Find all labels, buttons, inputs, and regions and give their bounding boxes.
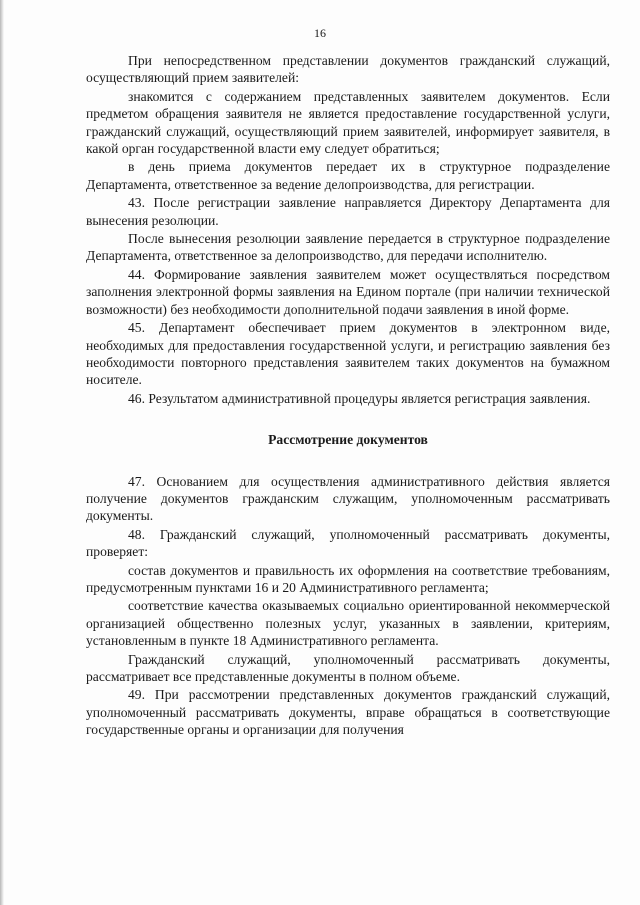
paragraph: знакомится с содержанием представленных заявителем документов. Если предметом обращения заявителя не является предоставление государственной услуги, гражданский служащий, осуществляющий прием заявителей, информирует заявителя, в какой орган государственной власти ему следует обратиться;	[86, 88, 610, 157]
paragraph-47: 47. Основанием для осуществления административного действия является получение документов гражданским служащим, уполномоченным рассматривать документы.	[86, 473, 610, 524]
paragraph-46: 46. Результатом административной процедуры является регистрация заявления.	[128, 390, 591, 406]
paragraph: соответствие качества оказываемых социально ориентированной некоммерческой организацией общественно полезных услуг, указанных в заявлении, критериям, установленным в пункте 18 Административного регламента.	[86, 598, 610, 649]
body-text	[86, 52, 610, 739]
paragraph-48: 48. Гражданский служащий, уполномоченный рассматривать документы, проверяет:	[86, 526, 610, 560]
paragraph-43: 43. После регистрации заявление направляется Директору Департамента для вынесения резолюции.	[86, 195, 610, 228]
scan-edge-shadow	[0, 0, 4, 905]
paragraph: После вынесения резолюции заявление передается в структурное подразделение Департамента, ответственное за делопроизводство, для передачи исполнителю.	[86, 231, 610, 264]
paragraph-45: 45. Департамент обеспечивает прием документов в электронном виде, необходимых для предоставления государственной услуги, и регистрацию заявления без необходимости повторного представления заявителем таких документов на бумажном носителе.	[86, 320, 610, 388]
paragraph-44: 44. Формирование заявления заявителем может осуществляться посредством заполнения электронной формы заявления на Едином портале (при наличии технической возможности) без необходимости дополнительной подачи заявления в иной форме.	[86, 266, 610, 317]
paragraph: При непосредственном представлении документов гражданский служащий, осуществляющий прием заявителей:	[86, 53, 610, 86]
paragraph: Гражданский служащий, уполномоченный рассматривать документы, рассматривает все представленные документы в полном объеме.	[86, 651, 610, 684]
paragraph: состав документов и правильность их оформления на соответствие требованиям, предусмотренным пунктами 16 и 20 Административного регламента;	[86, 562, 610, 595]
paragraph: в день приема документов передает их в структурное подразделение Департамента, ответственное за ведение делопроизводства, для регистрации.	[86, 159, 610, 192]
paragraph-49: 49. При рассмотрении представленных документов гражданский служащий, уполномоченный рассматривать документы, вправе обращаться в соответствующие государственные органы и организации для получения	[86, 687, 610, 738]
page-number: 16	[314, 26, 326, 40]
section-heading: Рассмотрение документов	[268, 432, 428, 448]
